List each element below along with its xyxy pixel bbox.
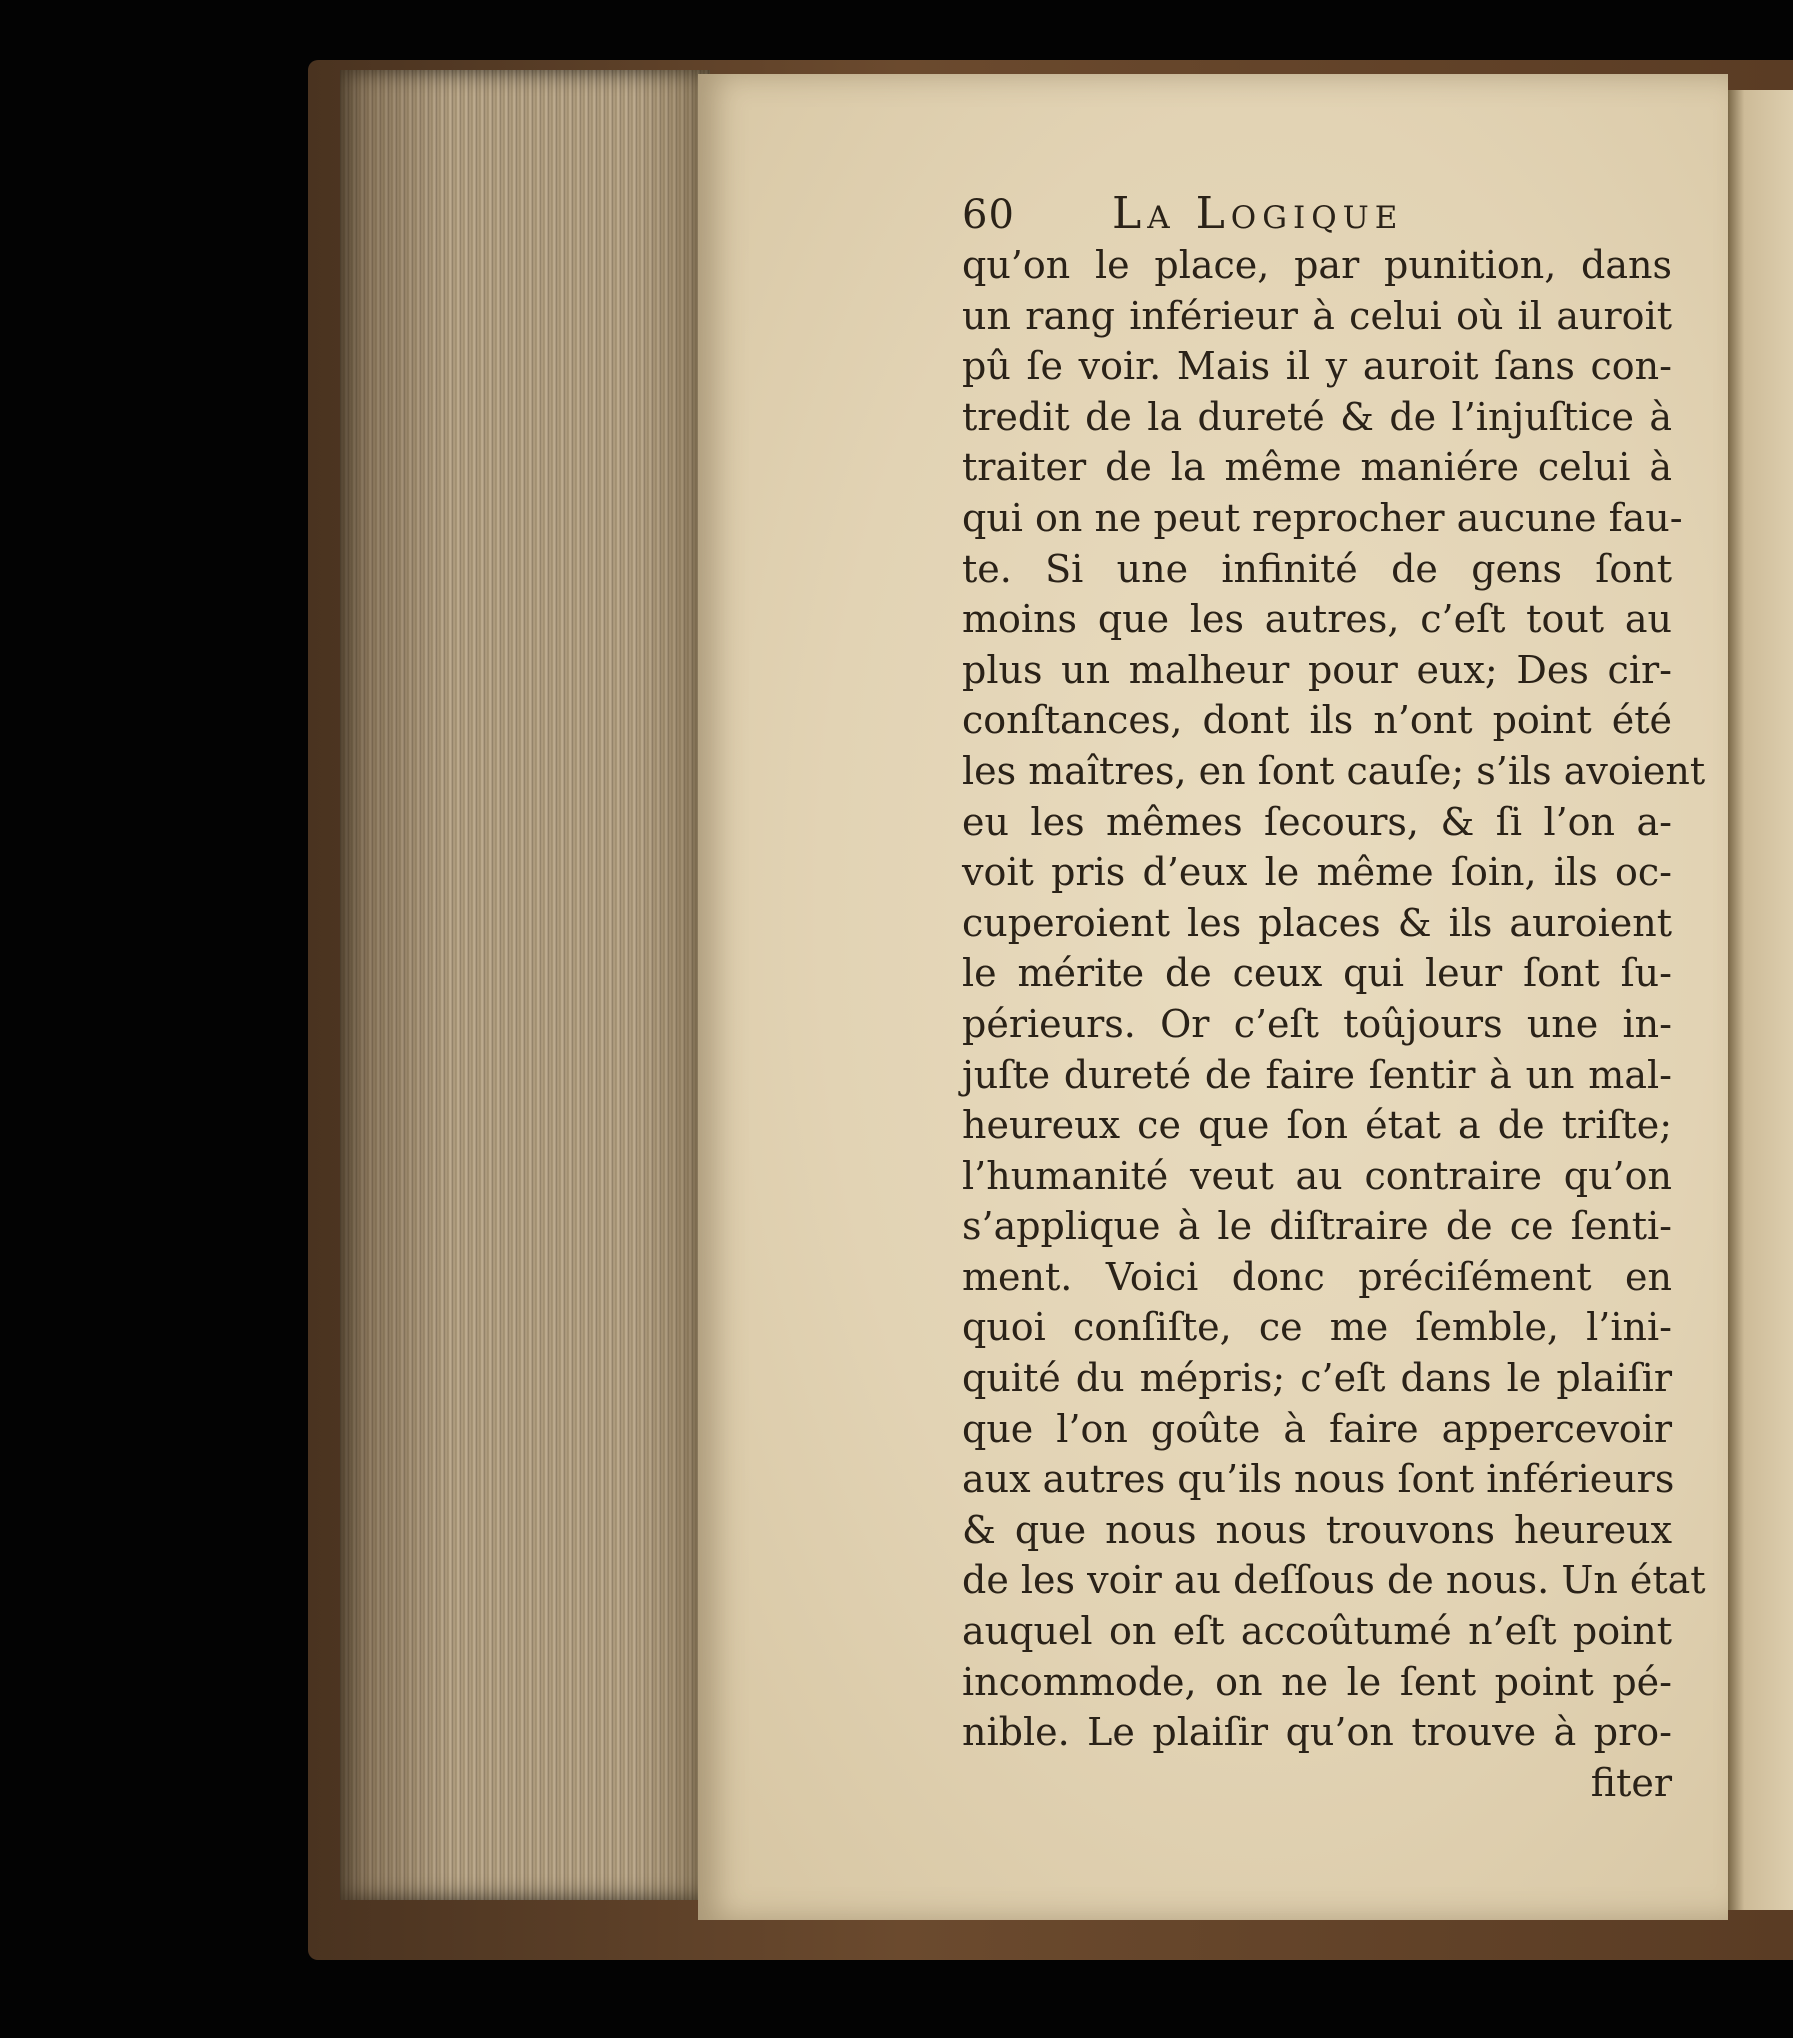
text-line: incommode, on ne le ſent point pé-: [962, 1659, 1672, 1704]
text-line: de les voir au deſſous de nous. Un état: [962, 1558, 1706, 1603]
text-line: cuperoient les places & ils auroient: [962, 900, 1672, 945]
page-edges: [340, 70, 710, 1900]
facing-page-edge: [1728, 90, 1793, 1910]
text-line: le mérite de ceux qui leur ſont ſu-: [962, 951, 1672, 996]
text-line: l’humanité veut au contraire qu’on: [962, 1153, 1672, 1198]
text-line: & que nous nous trouvons heureux: [962, 1507, 1672, 1552]
text-line: ment. Voici donc préciſément en: [962, 1254, 1672, 1299]
text-line: pû ſe voir. Mais il y auroit ſans con-: [962, 344, 1672, 389]
text-line: les maîtres, en ſont cauſe; s’ils avoient: [962, 748, 1706, 793]
running-head: [962, 188, 1672, 240]
text-line: périeurs. Or c’eſt toûjours une in-: [962, 1001, 1672, 1046]
text-line: heureux ce que ſon état a de triſte;: [962, 1103, 1672, 1148]
text-line: tredit de la dureté & de l’injuſtice à: [962, 394, 1672, 439]
text-line: moins que les autres, c’eſt tout au: [962, 597, 1672, 642]
running-title: La Logique: [1112, 188, 1404, 239]
text-line: qu’on le place, par punition, dans: [962, 243, 1672, 287]
text-line: aux autres qu’ils nous ſont inférieurs: [962, 1457, 1675, 1502]
text-line: voit pris d’eux le même ſoin, ils oc-: [962, 850, 1672, 895]
text-line: que l’on goûte à faire appercevoir: [962, 1406, 1672, 1451]
text-line: auquel on eſt accoûtumé n’eſt point: [962, 1609, 1672, 1654]
text-line: un rang inférieur à celui où il auroit: [962, 293, 1672, 338]
catchword: fiter: [1590, 1760, 1672, 1805]
text-line: conſtances, dont ils n’ont point été: [962, 698, 1672, 743]
body-text: [962, 240, 1706, 1758]
text-line: qui on ne peut reprocher aucune fau-: [962, 495, 1683, 540]
text-line: te. Si une infinité de gens ſont: [962, 546, 1672, 591]
text-line: juſte dureté de faire ſentir à un mal-: [962, 1052, 1672, 1097]
text-line: eu les mêmes ſecours, & ſi l’on a-: [962, 799, 1672, 844]
text-line: s’applique à le diſtraire de ce ſenti-: [962, 1204, 1672, 1249]
text-line: plus un malheur pour eux; Des cir-: [962, 647, 1672, 692]
text-line: quoi conſiſte, ce me ſemble, l’ini-: [962, 1305, 1672, 1350]
text-line: nible. Le plaiſir qu’on trouve à pro-: [962, 1710, 1672, 1755]
page-text: [962, 188, 1706, 1808]
text-line: quité du mépris; c’eſt dans le plaiſir: [962, 1356, 1672, 1401]
page-number: 60: [962, 192, 1015, 238]
text-line: traiter de la même maniére celui à: [962, 445, 1672, 490]
